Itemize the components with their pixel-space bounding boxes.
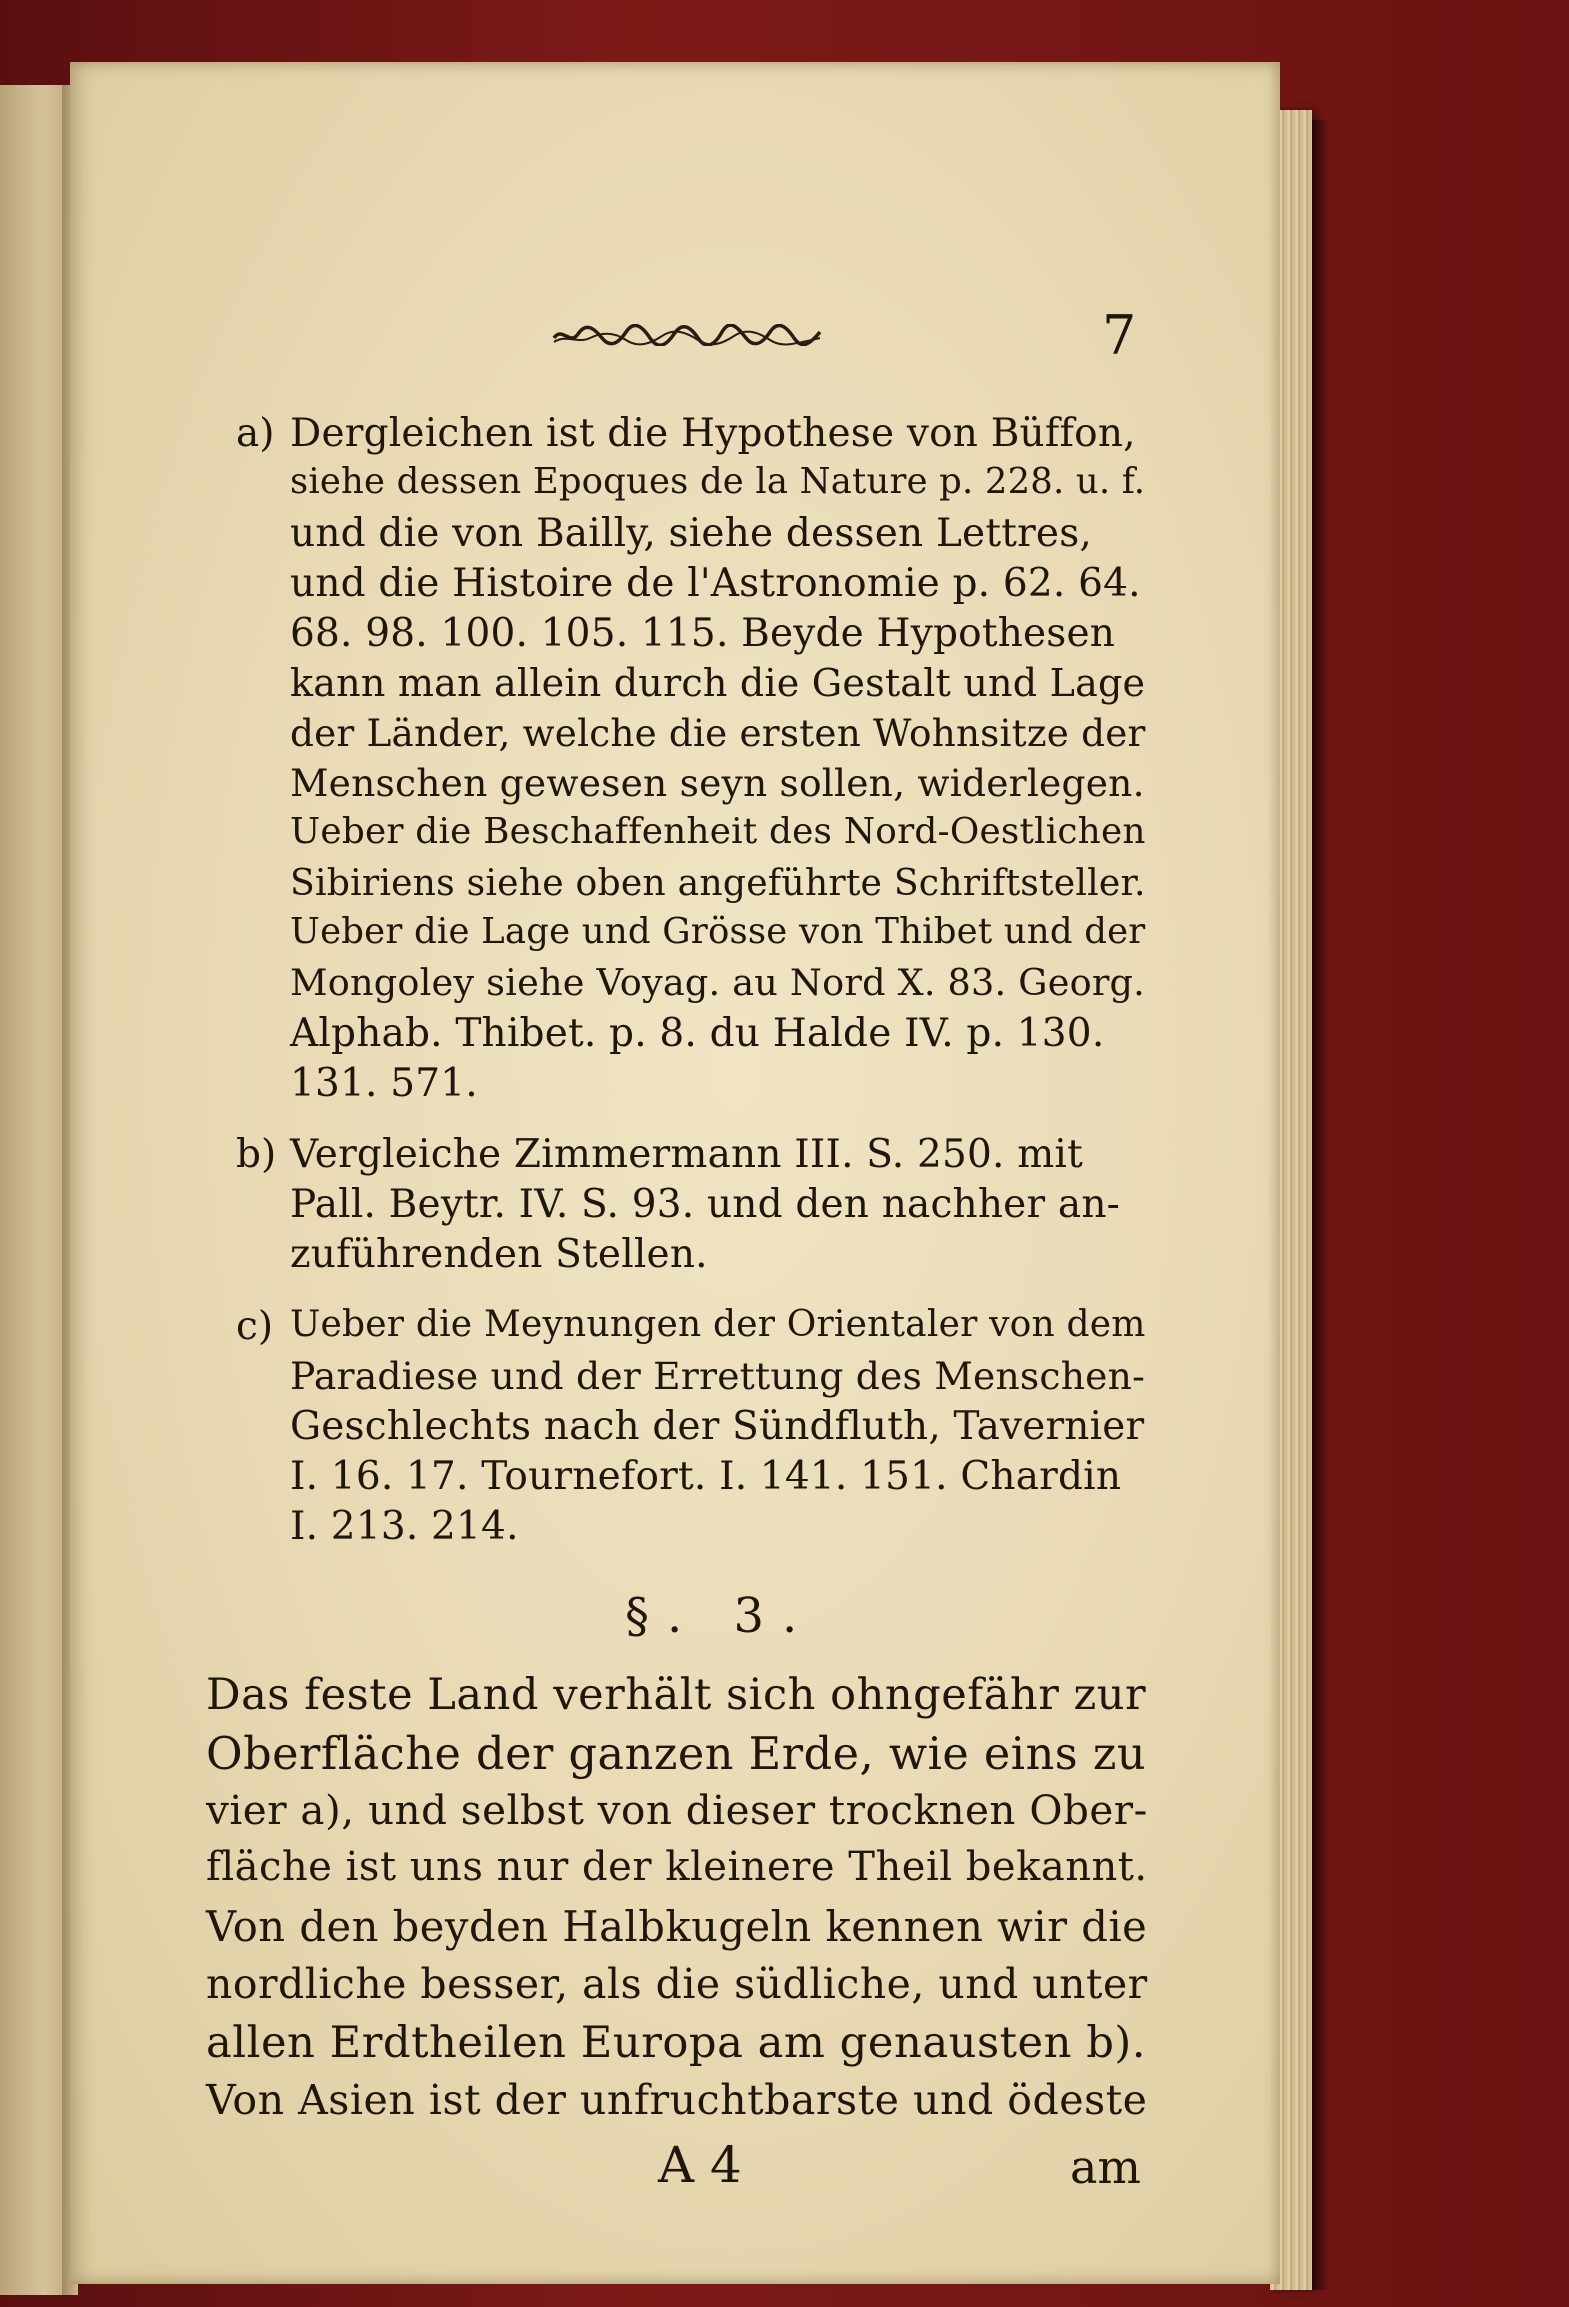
header-ornament-icon: [552, 324, 822, 346]
footnote-line: Pall. Beytr. IV. S. 93. und den nachher an-: [290, 1182, 1121, 1227]
footnote-line: 68. 98. 100. 105. 115. Beyde Hypothesen: [290, 611, 1116, 656]
page-shadow: [1312, 120, 1330, 2290]
section-heading: §. 3.: [625, 1588, 816, 1644]
footnote-line: der Länder, welche die ersten Wohnsitze der: [290, 711, 1146, 755]
footnote-line: 131. 571.: [290, 1061, 478, 1106]
footnote-line: I. 213. 214.: [290, 1504, 519, 1549]
footnote-line: und die von Bailly, siehe dessen Lettres,: [290, 511, 1093, 556]
body-line: Das feste Land verhält sich ohngefähr zur: [206, 1670, 1147, 1720]
body-line: fläche ist uns nur der kleinere Theil bekannt.: [206, 1844, 1148, 1890]
footnote-line: Alphab. Thibet. p. 8. du Halde IV. p. 130.: [290, 1011, 1105, 1056]
body-line: allen Erdtheilen Europa am genausten b).: [206, 2018, 1147, 2068]
footnote-line: Paradiese und der Errettung des Menschen-: [290, 1354, 1146, 1398]
footnote-line: Ueber die Beschaffenheit des Nord-Oestlichen: [290, 811, 1146, 852]
body-line: Oberfläche der ganzen Erde, wie eins zu: [206, 1728, 1147, 1780]
footnote-line: Geschlechts nach der Sündfluth, Tavernier: [290, 1404, 1145, 1449]
footnote-marker: c): [236, 1304, 274, 1349]
body-line: Von Asien ist der unfruchtbarste und ödeste: [206, 2076, 1148, 2124]
footnote-line: Ueber die Meynungen der Orientaler von dem: [290, 1304, 1146, 1345]
body-line: Von den beyden Halbkugeln kennen wir die: [206, 1902, 1148, 1951]
footnote-line: Dergleichen ist die Hypothese von Büffon,: [290, 411, 1136, 456]
footnote-line: zuführenden Stellen.: [290, 1232, 708, 1277]
book-page: [70, 62, 1280, 2284]
left-page-edge: [0, 85, 64, 2295]
page-number: 7: [1102, 304, 1137, 367]
signature-mark: A 4: [658, 2136, 742, 2194]
footnote-line: Ueber die Lage und Grösse von Thibet und der: [290, 911, 1146, 952]
footnote-line: Menschen gewesen seyn sollen, widerlegen.: [290, 761, 1145, 805]
body-line: vier a), und selbst von dieser trocknen Ober-: [206, 1786, 1148, 1834]
footnote-marker: b): [236, 1132, 277, 1177]
footnote-line: Mongoley siehe Voyag. au Nord X. 83. Georg.: [290, 961, 1146, 1004]
footnote-line: I. 16. 17. Tournefort. I. 141. 151. Chardin: [290, 1454, 1122, 1499]
footnote-line: siehe dessen Epoques de la Nature p. 228. u. f.: [290, 461, 1146, 502]
footnote-line: Vergleiche Zimmermann III. S. 250. mit: [290, 1132, 1083, 1177]
catchword: am: [1070, 2140, 1142, 2194]
footnote-line: und die Histoire de l'Astronomie p. 62. 64.: [290, 561, 1141, 606]
footnote-marker: a): [236, 411, 275, 456]
body-line: nordliche besser, als die südliche, und unter: [206, 1960, 1148, 2008]
footnote-line: kann man allein durch die Gestalt und Lage: [290, 661, 1146, 705]
footnote-line: Sibiriens siehe oben angeführte Schriftsteller.: [290, 861, 1146, 904]
